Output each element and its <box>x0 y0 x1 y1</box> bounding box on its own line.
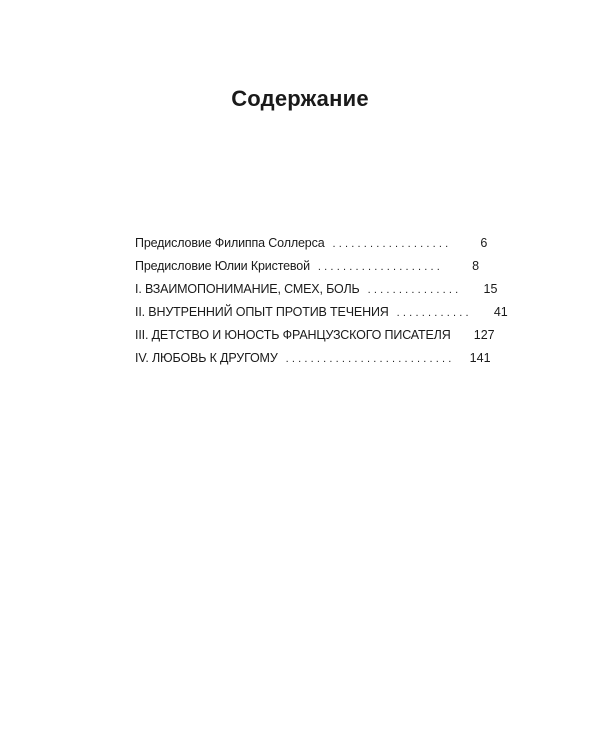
toc-entry[interactable] <box>135 351 491 374</box>
toc-entry[interactable] <box>135 328 495 351</box>
toc-entry[interactable] <box>135 236 488 259</box>
toc-entry-leader: ............... <box>367 284 462 296</box>
toc-entry-page: 8 <box>472 259 480 273</box>
toc-entry-title: III. ДЕТСТВО И ЮНОСТЬ ФРАНЦУЗСКОГО ПИСАТЕЛЯ <box>135 328 451 342</box>
toc-entry-leader: ................... <box>332 238 452 250</box>
toc-entry-title: Предисловие Юлии Кристевой <box>135 259 310 273</box>
page-title: Содержание <box>231 86 369 111</box>
toc-entry-page: 141 <box>469 351 491 365</box>
toc-entry-page: 127 <box>473 328 495 342</box>
toc-entry[interactable] <box>135 259 480 282</box>
toc-entry-leader: .................... <box>317 261 444 273</box>
toc-entry-page: 6 <box>480 236 488 250</box>
toc-entry-title: Предисловие Филиппа Соллерса <box>135 236 325 250</box>
toc-entry-page: 15 <box>483 282 498 296</box>
toc-entry-leader: ........................... <box>285 353 455 365</box>
toc-entry-title: IV. ЛЮБОВЬ К ДРУГОМУ <box>135 351 278 365</box>
toc-entry-page: 41 <box>493 305 508 319</box>
toc-entry-leader: ............ <box>396 307 472 319</box>
toc-entry[interactable] <box>135 305 508 328</box>
toc-entry-title: II. ВНУТРЕННИЙ ОПЫТ ПРОТИВ ТЕЧЕНИЯ <box>135 305 389 319</box>
table-of-contents <box>135 236 508 374</box>
toc-entry-title: I. ВЗАИМОПОНИМАНИЕ, СМЕХ, БОЛЬ <box>135 282 360 296</box>
toc-entry[interactable] <box>135 282 498 305</box>
